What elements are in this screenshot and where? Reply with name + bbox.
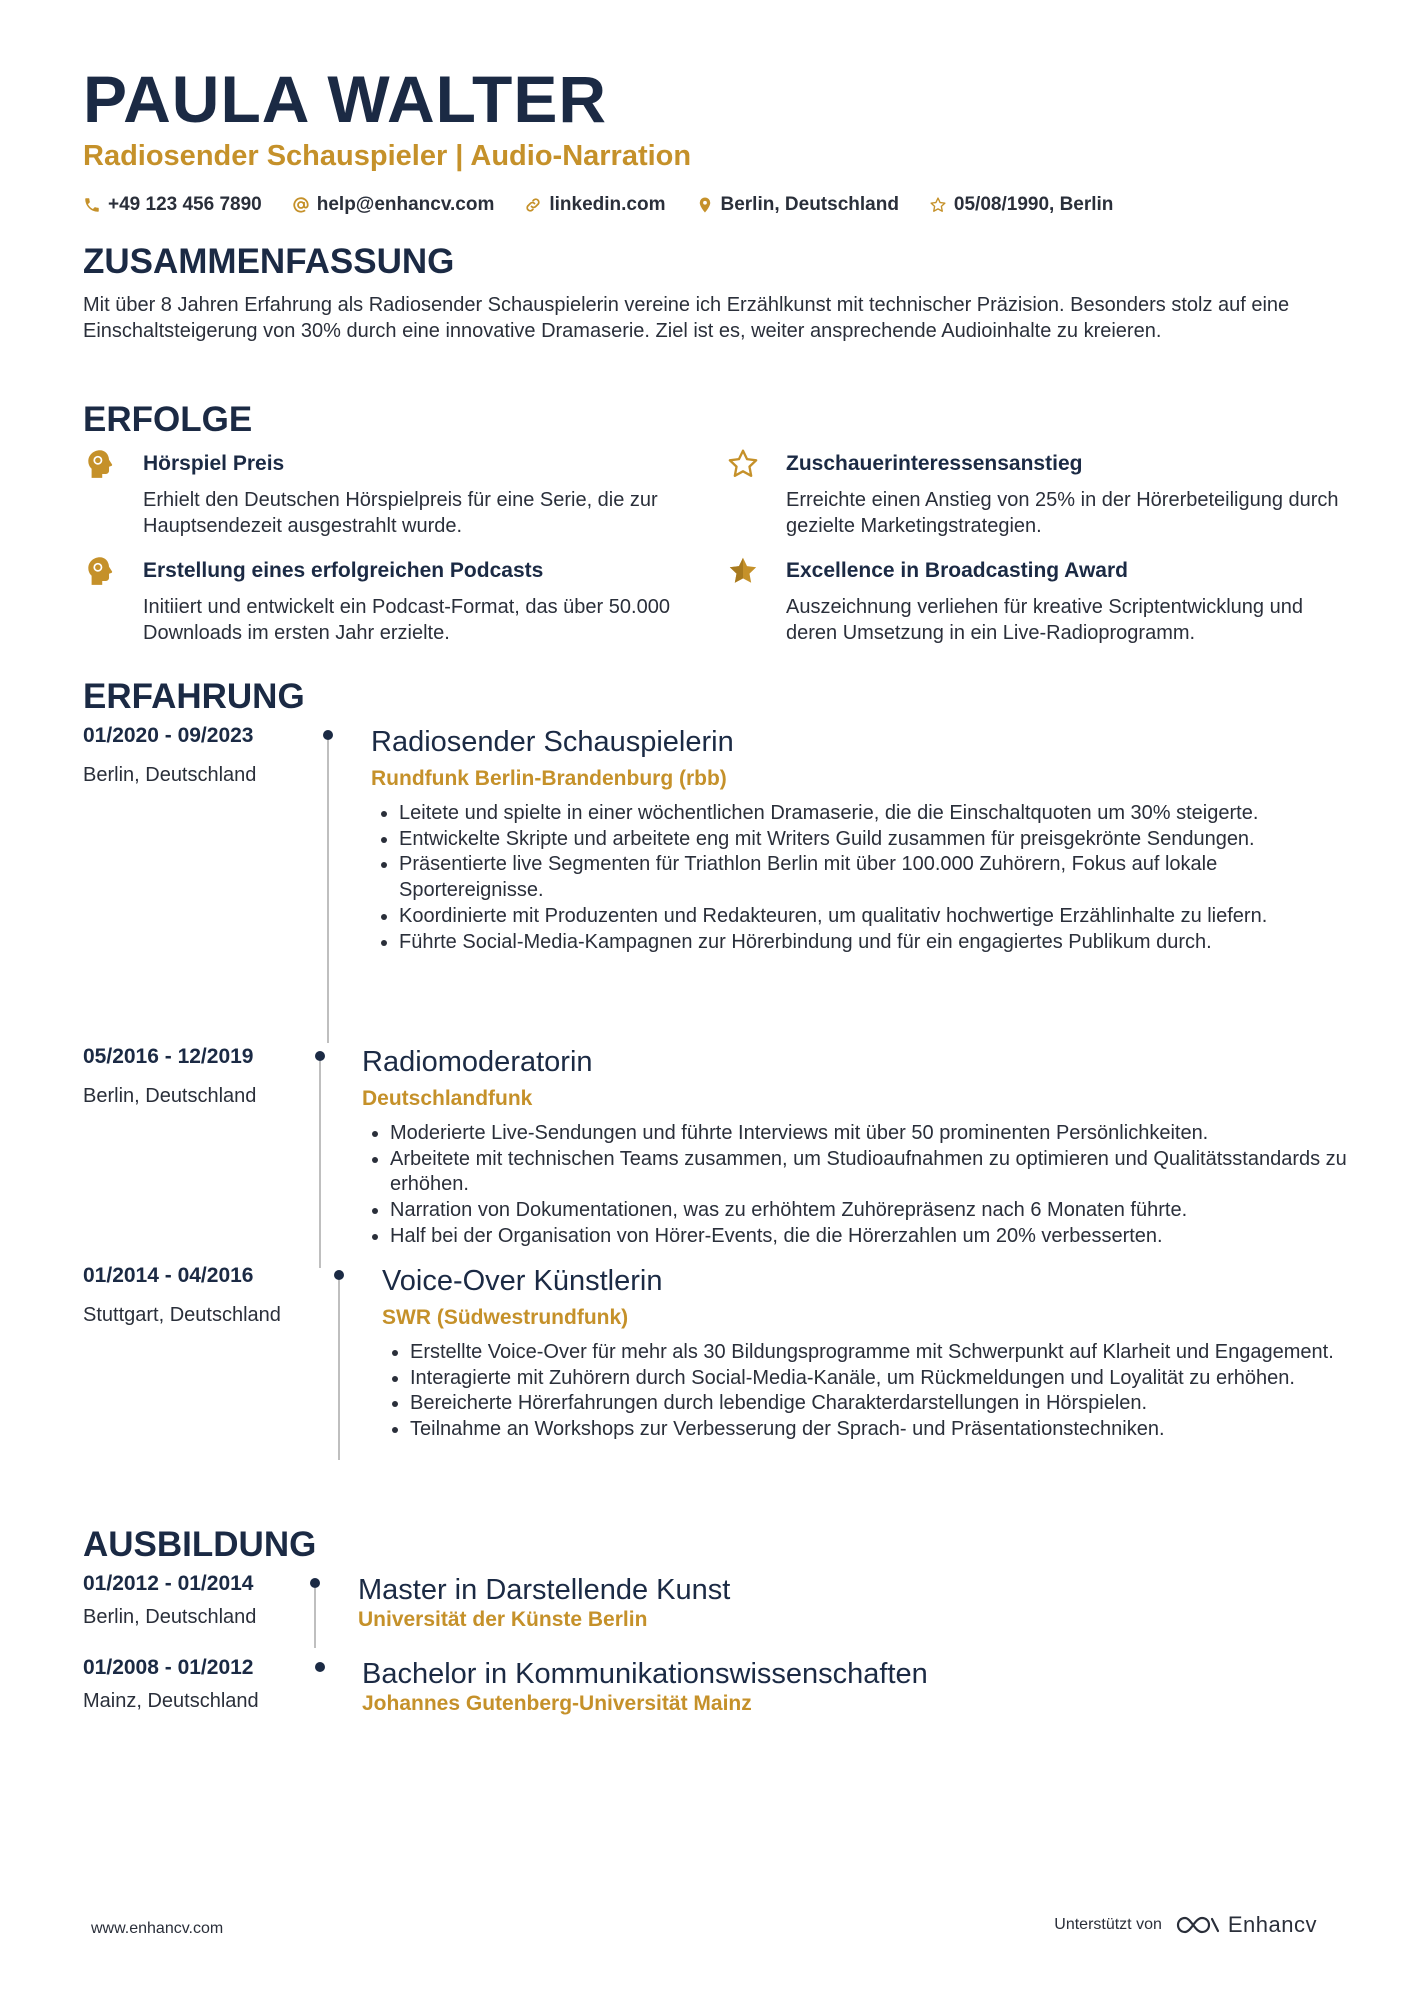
timeline-line: [338, 1280, 340, 1460]
contact-birth: 05/08/1990, Berlin: [929, 194, 1114, 216]
list-item: • Teilnahme an Workshops zur Verbesserung der Sprach- und Präsentationstechniken.: [410, 1417, 1350, 1443]
achievement-title: Zuschauerinteressensanstieg: [786, 452, 1083, 475]
achievement-desc: Auszeichnung verliehen für kreative Scriptentwicklung und deren Umsetzung in ein Live-Radioprogramm.: [786, 596, 1303, 644]
summary-text: Mit über 8 Jahren Erfahrung als Radiosender Schauspielerin vereine ich Erzählkunst mit technischer Präzision. Besonders stolz auf eine Einschaltsteigerung von 30% durch eine innovative Dramaserie. Ziel ist es, weiter ansprechende Audioinhalte zu kreieren.: [83, 294, 1290, 342]
powered-by-label: Unterstützt von: [1054, 1916, 1162, 1933]
job-date: 01/2014 - 04/2016: [83, 1264, 254, 1287]
at-icon: [292, 196, 310, 214]
list-item: • Narration von Dokumentationen, was zu erhöhtem Zuhörepräsenz nach 6 Monaten führte.: [390, 1198, 1350, 1224]
job-bullets: [362, 1121, 1350, 1250]
summary-heading: ZUSAMMENFASSUNG: [83, 242, 455, 281]
achievement-title: Excellence in Broadcasting Award: [786, 559, 1128, 582]
achievements-heading: ERFOLGE: [83, 400, 253, 439]
list-item: • Entwickelte Skripte und arbeitete eng mit Writers Guild zusammen für preisgekrönte Sendungen.: [399, 827, 1349, 853]
achievement-desc: Erhielt den Deutschen Hörspielpreis für eine Serie, die zur Hauptsendezeit ausgestrahlt wurde.: [143, 489, 658, 537]
job-location: Berlin, Deutschland: [83, 1085, 257, 1107]
phone-icon: [83, 196, 101, 214]
timeline-line: [327, 740, 329, 1043]
timeline-line: [314, 1588, 316, 1648]
candidate-name: PAULA WALTER: [83, 62, 608, 136]
education-date: 01/2012 - 01/2014: [83, 1572, 254, 1595]
job-bullets: [382, 1340, 1350, 1443]
list-item: • Bereicherte Hörerfahrungen durch lebendige Charakterdarstellungen in Hörspielen.: [410, 1391, 1350, 1417]
experience-heading: ERFAHRUNG: [83, 677, 305, 716]
education-degree: Bachelor in Kommunikationswissenschaften: [362, 1658, 928, 1690]
job-date: 05/2016 - 12/2019: [83, 1045, 254, 1068]
job-location: Stuttgart, Deutschland: [83, 1304, 281, 1326]
contact-bar: [83, 194, 1143, 216]
job-role: Radiosender Schauspielerin: [371, 726, 734, 758]
contact-phone[interactable]: +49 123 456 7890: [83, 194, 262, 216]
education-location: Mainz, Deutschland: [83, 1690, 259, 1712]
job-title: Radiosender Schauspieler | Audio-Narration: [83, 140, 692, 172]
education-degree: Master in Darstellende Kunst: [358, 1574, 731, 1606]
head-brain-icon: [83, 554, 117, 588]
list-item: • Koordinierte mit Produzenten und Redakteuren, um qualitativ hochwertige Erzählinhalte zu liefern.: [399, 904, 1349, 930]
contact-linkedin[interactable]: linkedin.com: [524, 194, 665, 216]
timeline-dot: [315, 1051, 325, 1061]
education-school: Universität der Künste Berlin: [358, 1608, 648, 1631]
job-company: Deutschlandfunk: [362, 1087, 533, 1110]
contact-email[interactable]: help@enhancv.com: [292, 194, 495, 216]
brand-name: Enhancv: [1227, 1912, 1317, 1937]
education-heading: AUSBILDUNG: [83, 1525, 317, 1564]
achievement-desc: Erreichte einen Anstieg von 25% in der Hörerbeteiligung durch gezielte Marketingstrategien.: [786, 489, 1339, 537]
education-school: Johannes Gutenberg-Universität Mainz: [362, 1692, 752, 1715]
list-item: • Präsentierte live Segmenten für Triathlon Berlin mit über 100.000 Zuhörern, Fokus auf lokale Sportereignisse.: [399, 852, 1349, 903]
achievement-desc: Initiiert und entwickelt ein Podcast-Format, das über 50.000 Downloads im ersten Jahr erzielte.: [143, 596, 670, 644]
education-date: 01/2008 - 01/2012: [83, 1656, 254, 1679]
star-outline-icon: [929, 196, 947, 214]
star-filled-icon: [726, 554, 760, 588]
achievement-title: Erstellung eines erfolgreichen Podcasts: [143, 559, 544, 582]
list-item: • Moderierte Live-Sendungen und führte Interviews mit über 50 prominenten Persönlichkeiten.: [390, 1121, 1350, 1147]
list-item: • Arbeitete mit technischen Teams zusammen, um Studioaufnahmen zu optimieren und Qualitätsstandards zu erhöhen.: [390, 1147, 1350, 1198]
job-company: Rundfunk Berlin-Brandenburg (rbb): [371, 767, 727, 790]
star-outline-icon: [726, 447, 760, 481]
timeline-dot: [310, 1578, 320, 1588]
timeline-dot: [334, 1270, 344, 1280]
list-item: • Half bei der Organisation von Hörer-Events, die die Hörerzahlen um 20% verbesserten.: [390, 1224, 1350, 1250]
achievement-title: Hörspiel Preis: [143, 452, 285, 475]
footer-branding[interactable]: [1054, 1912, 1317, 1938]
enhancv-logo-icon: [1174, 1913, 1222, 1937]
job-bullets: [371, 801, 1349, 955]
footer-website[interactable]: www.enhancv.com: [91, 1920, 224, 1937]
list-item: • Interagierte mit Zuhörern durch Social-Media-Kanäle, um Rückmeldungen und Loyalität zu erhöhen.: [410, 1366, 1350, 1392]
location-pin-icon: [696, 196, 714, 214]
job-role: Radiomoderatorin: [362, 1046, 593, 1078]
link-icon: [524, 196, 542, 214]
job-date: 01/2020 - 09/2023: [83, 724, 254, 747]
list-item: • Erstellte Voice-Over für mehr als 30 Bildungsprogramme mit Schwerpunkt auf Klarheit und Engagement.: [410, 1340, 1350, 1366]
list-item: • Leitete und spielte in einer wöchentlichen Dramaserie, die die Einschaltquoten um 30% steigerte.: [399, 801, 1349, 827]
timeline-dot: [315, 1662, 325, 1672]
job-role: Voice-Over Künstlerin: [382, 1265, 663, 1297]
job-company: SWR (Südwestrundfunk): [382, 1306, 629, 1329]
head-brain-icon: [83, 447, 117, 481]
list-item: • Führte Social-Media-Kampagnen zur Hörerbindung und für ein engagiertes Publikum durch.: [399, 930, 1349, 956]
timeline-line: [319, 1061, 321, 1268]
education-location: Berlin, Deutschland: [83, 1606, 257, 1628]
timeline-dot: [323, 730, 333, 740]
job-location: Berlin, Deutschland: [83, 764, 257, 786]
contact-location: Berlin, Deutschland: [696, 194, 899, 216]
